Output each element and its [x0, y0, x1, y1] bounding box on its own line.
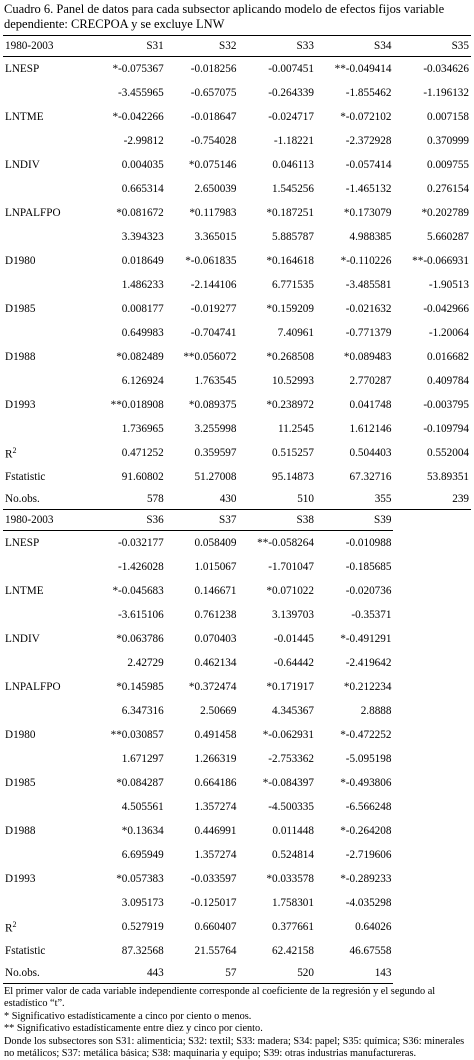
- tstat-cell: -0.754028: [190, 135, 237, 147]
- empty-label: [3, 843, 93, 867]
- tstat-cell: 1.545256: [272, 183, 314, 195]
- tstat-cell: 6.695949: [121, 849, 164, 861]
- note-line: El primer valor de cada variable independiente corresponde al coeficiente de la regresión y el segundo al estadístico “t”.: [4, 986, 436, 1010]
- r2-cell: 0.660407: [194, 921, 237, 933]
- r2-label: [3, 441, 93, 465]
- r2-label-base: R: [5, 922, 13, 935]
- tstat-cell: -2.719606: [345, 849, 392, 861]
- coef-row: [3, 57, 471, 82]
- tstat-row: [3, 177, 471, 201]
- tstat-cell: -1.18221: [273, 135, 314, 147]
- r2-row: [3, 441, 471, 465]
- empty-label: [3, 891, 93, 915]
- period-label: 1980-2003: [3, 36, 93, 57]
- coef-cell: *-0.264208: [340, 825, 392, 837]
- coef-cell: *0.057383: [116, 873, 164, 885]
- r2-cell: 0.359597: [194, 447, 237, 459]
- tstat-cell: -3.615106: [118, 609, 164, 621]
- tstat-cell: 3.255998: [194, 423, 237, 435]
- tstat-row: [3, 417, 471, 441]
- coef-cell: 0.146671: [194, 585, 237, 597]
- coef-cell: 0.446991: [194, 825, 237, 837]
- coef-cell: 0.008177: [121, 303, 164, 315]
- table-caption: Cuadro 6. Panel de datos para cada subsector aplicando modelo de efectos fijos variable dependiente: CRECPOA y se excluye LNW: [4, 2, 445, 31]
- empty-label: [3, 555, 93, 579]
- coef-row: [3, 297, 471, 321]
- fstat-label: Fstatistic: [5, 945, 46, 957]
- fstat-cell: 21.55764: [194, 945, 237, 957]
- empty-label: [3, 417, 93, 441]
- tstat-row: [3, 603, 471, 627]
- fstat-row: [3, 465, 471, 489]
- variable-label: LNPALFPO: [5, 681, 61, 693]
- variable-label: D1985: [5, 777, 36, 789]
- tstat-cell: -2.419642: [345, 657, 392, 669]
- coef-cell: 0.046113: [272, 159, 314, 171]
- coef-cell: 0.664186: [194, 777, 237, 789]
- coef-cell: 0.016682: [427, 351, 469, 363]
- coef-cell: *0.187251: [266, 207, 314, 219]
- coef-cell: *0.159209: [266, 303, 314, 315]
- column-header: S32: [166, 36, 239, 57]
- coef-cell: *0.084287: [116, 777, 164, 789]
- tstat-cell: 0.370999: [427, 135, 469, 147]
- coef-cell: *0.268508: [266, 351, 314, 363]
- note-line: Donde los subsectores son S31: alimenticia; S32: textil; S33: madera; S34: papel; S35: química; S36: minerales no metálicos; S37: metálica básica; S38: maquinaria y equipo; S39: otras industrias manufactureras.: [4, 1035, 465, 1060]
- fstat-label: Fstatistic: [5, 471, 46, 483]
- fstat-cell: 95.14873: [272, 471, 314, 483]
- tstat-row: [3, 129, 471, 153]
- coef-row: [3, 531, 471, 556]
- tstat-row: [3, 321, 471, 345]
- coef-cell: *-0.493806: [340, 777, 392, 789]
- coef-row: [3, 627, 471, 651]
- coef-cell: *-0.042266: [112, 111, 164, 123]
- coef-cell: 0.011448: [272, 825, 314, 837]
- tstat-cell: 1.671297: [121, 753, 164, 765]
- coef-cell: *-0.072102: [340, 111, 392, 123]
- coef-row: [3, 819, 471, 843]
- tstat-cell: 5.885787: [272, 231, 314, 243]
- empty-label: [3, 699, 93, 723]
- tstat-cell: -0.35371: [351, 609, 392, 621]
- coef-row: [3, 867, 471, 891]
- period-label: 1980-2003: [3, 510, 93, 531]
- fstat-cell: 46.67558: [349, 945, 392, 957]
- column-header: S35: [393, 36, 471, 57]
- variable-label: D1993: [5, 399, 36, 411]
- coef-cell: -0.007451: [268, 63, 314, 75]
- tstat-cell: 1.736965: [121, 423, 164, 435]
- r2-label-sup: 2: [12, 919, 17, 929]
- coef-cell: -0.024717: [268, 111, 314, 123]
- fstat-cell: 51.27008: [194, 471, 237, 483]
- coef-cell: 0.009755: [427, 159, 469, 171]
- tstat-cell: -4.035298: [345, 897, 392, 909]
- nobs-label: No.obs.: [3, 489, 93, 510]
- variable-label: D1980: [5, 729, 36, 741]
- tstat-cell: 3.095173: [121, 897, 164, 909]
- nobs-row: [3, 489, 471, 510]
- empty-label: [3, 225, 93, 249]
- empty-label: [3, 747, 93, 771]
- coef-cell: -0.019277: [190, 303, 237, 315]
- empty-label: [3, 273, 93, 297]
- coef-cell: *0.082489: [116, 351, 164, 363]
- tstat-cell: 1.357274: [194, 849, 237, 861]
- column-header: S36: [93, 510, 166, 531]
- coef-cell: *0.075146: [188, 159, 237, 171]
- tstat-cell: 2.8888: [360, 705, 392, 717]
- tstat-cell: 6.771535: [272, 279, 314, 291]
- column-header: S38: [238, 510, 316, 531]
- tstat-cell: 2.650039: [194, 183, 237, 195]
- coef-cell: *-0.289233: [340, 873, 392, 885]
- tstat-cell: -2.144106: [190, 279, 237, 291]
- coef-cell: *0.164618: [266, 255, 314, 267]
- coef-cell: 0.004035: [121, 159, 164, 171]
- column-header: S39: [316, 510, 394, 531]
- tstat-cell: 1.612146: [349, 423, 392, 435]
- note-line: * Significativo estadísticamente a cinco por ciento o menos.: [4, 1010, 252, 1022]
- coef-cell: **-0.058264: [257, 537, 314, 549]
- tstat-cell: -0.185685: [345, 561, 392, 573]
- coef-cell: -0.042966: [423, 303, 469, 315]
- variable-label: LNDIV: [5, 159, 40, 171]
- tstat-cell: -1.855462: [345, 87, 392, 99]
- tstat-cell: -6.566248: [345, 801, 392, 813]
- coef-row: [3, 393, 471, 417]
- empty-label: [3, 129, 93, 153]
- tstat-cell: -1.90513: [428, 279, 469, 291]
- r2-cell: 0.552004: [427, 447, 469, 459]
- nobs-cell: 520: [238, 963, 316, 984]
- tstat-row: [3, 273, 471, 297]
- coef-row: [3, 345, 471, 369]
- variable-label: LNESP: [5, 537, 40, 549]
- tstat-row: [3, 225, 471, 249]
- tstat-row: [3, 555, 471, 579]
- coef-cell: 0.007158: [427, 111, 469, 123]
- coef-cell: *-0.061835: [185, 255, 237, 267]
- coef-cell: **-0.066931: [412, 255, 469, 267]
- coef-row: [3, 771, 471, 795]
- coef-row: [3, 105, 471, 129]
- coef-row: [3, 249, 471, 273]
- tstat-cell: -0.657075: [190, 87, 237, 99]
- tstat-cell: 10.52993: [272, 375, 314, 387]
- empty-label: [3, 603, 93, 627]
- coef-cell: *-0.062931: [262, 729, 314, 741]
- coef-cell: 0.018649: [121, 255, 164, 267]
- coef-cell: -0.01445: [273, 633, 314, 645]
- tstat-cell: -0.771379: [345, 327, 392, 339]
- variable-label: D1980: [5, 255, 36, 267]
- tstat-cell: 5.660287: [427, 231, 469, 243]
- tstat-cell: 2.770287: [349, 375, 392, 387]
- coef-cell: -0.033597: [190, 873, 237, 885]
- column-header: S34: [316, 36, 394, 57]
- coef-row: [3, 153, 471, 177]
- fstat-row: [3, 939, 471, 963]
- coef-row: [3, 675, 471, 699]
- nobs-cell: 443: [93, 963, 166, 984]
- empty-label: [3, 177, 93, 201]
- variable-label: D1985: [5, 303, 36, 315]
- coef-cell: -0.032177: [118, 537, 164, 549]
- coef-cell: -0.021632: [345, 303, 392, 315]
- tstat-cell: -3.455965: [118, 87, 164, 99]
- tstat-cell: 4.505561: [121, 801, 164, 813]
- r2-cell: 0.504403: [349, 447, 392, 459]
- coef-cell: 0.041748: [349, 399, 392, 411]
- coef-cell: *-0.075367: [112, 63, 164, 75]
- variable-label: D1993: [5, 873, 36, 885]
- empty-label: [3, 795, 93, 819]
- variable-label: D1988: [5, 351, 36, 363]
- coef-row: [3, 201, 471, 225]
- r2-cell: 0.377661: [272, 921, 314, 933]
- tstat-cell: -1.426028: [118, 561, 164, 573]
- coef-cell: 0.491458: [194, 729, 237, 741]
- r2-label-base: R: [5, 448, 13, 461]
- tstat-cell: 0.524814: [272, 849, 314, 861]
- tstat-cell: -4.500335: [268, 801, 314, 813]
- r2-cell: 0.515257: [272, 447, 314, 459]
- tstat-cell: 4.345367: [272, 705, 314, 717]
- coef-cell: *0.238972: [266, 399, 314, 411]
- coef-row: [3, 579, 471, 603]
- table-notes: [4, 986, 471, 1060]
- coef-cell: -0.018647: [190, 111, 237, 123]
- tstat-cell: -0.109794: [423, 423, 469, 435]
- variable-label: LNESP: [5, 63, 40, 75]
- r2-row: [3, 915, 471, 939]
- variable-label: LNTME: [5, 111, 44, 123]
- tstat-cell: 1.486233: [121, 279, 164, 291]
- coef-cell: *0.13634: [121, 825, 164, 837]
- coef-row: [3, 723, 471, 747]
- coef-cell: **0.056072: [183, 351, 237, 363]
- tstat-cell: 7.40961: [277, 327, 314, 339]
- tstat-cell: -1.196132: [423, 87, 469, 99]
- tstat-cell: -2.372928: [345, 135, 392, 147]
- r2-cell: 0.64026: [355, 921, 392, 933]
- nobs-cell: 510: [238, 489, 316, 510]
- coef-cell: *-0.045683: [112, 585, 164, 597]
- nobs-cell: 143: [316, 963, 394, 984]
- coef-cell: *0.081672: [116, 207, 164, 219]
- coef-cell: **0.018908: [110, 399, 164, 411]
- tstat-row: [3, 795, 471, 819]
- header-row: [3, 510, 471, 531]
- coef-cell: *0.089375: [188, 399, 237, 411]
- tstat-cell: 0.409784: [427, 375, 469, 387]
- tstat-cell: -1.465132: [345, 183, 392, 195]
- empty-label: [3, 369, 93, 393]
- tstat-cell: -0.125017: [190, 897, 237, 909]
- tstat-cell: 3.394323: [121, 231, 164, 243]
- variable-label: LNPALFPO: [5, 207, 61, 219]
- coef-cell: 0.070403: [194, 633, 237, 645]
- variable-label: LNDIV: [5, 633, 40, 645]
- tstat-cell: -3.485581: [345, 279, 392, 291]
- fstat-cell: 67.32716: [349, 471, 392, 483]
- tstat-cell: 4.988385: [349, 231, 392, 243]
- results-table: [3, 35, 471, 984]
- coef-cell: *0.071022: [266, 585, 314, 597]
- variable-label: LNTME: [5, 585, 44, 597]
- coef-cell: -0.057414: [345, 159, 392, 171]
- coef-cell: *0.171917: [266, 681, 314, 693]
- results-table-body: [3, 36, 471, 984]
- coef-cell: *0.202789: [421, 207, 469, 219]
- tstat-row: [3, 699, 471, 723]
- coef-cell: *0.173079: [343, 207, 392, 219]
- tstat-cell: -2.753362: [268, 753, 314, 765]
- tstat-cell: 2.50669: [200, 705, 237, 717]
- r2-label: [3, 915, 93, 939]
- coef-cell: 0.058409: [194, 537, 237, 549]
- coef-cell: *0.063786: [116, 633, 164, 645]
- column-header: S31: [93, 36, 166, 57]
- header-row: [3, 36, 471, 57]
- tstat-cell: 1.758301: [272, 897, 314, 909]
- tstat-cell: 0.276154: [427, 183, 469, 195]
- tstat-cell: 11.2545: [278, 423, 314, 435]
- coef-cell: -0.010988: [345, 537, 392, 549]
- coef-cell: -0.018256: [190, 63, 237, 75]
- tstat-cell: 0.649983: [121, 327, 164, 339]
- tstat-cell: 2.42729: [127, 657, 164, 669]
- empty-label: [3, 651, 93, 675]
- tstat-row: [3, 369, 471, 393]
- fstat-cell: 91.60802: [121, 471, 164, 483]
- fstat-cell: 62.42158: [272, 945, 314, 957]
- coef-cell: *0.212234: [343, 681, 392, 693]
- tstat-cell: -5.095198: [345, 753, 392, 765]
- nobs-cell: 355: [316, 489, 394, 510]
- coef-cell: *-0.110226: [340, 255, 392, 267]
- note-line: ** Significativo estadísticamente entre diez y cinco por ciento.: [4, 1023, 263, 1035]
- coef-cell: -0.020736: [345, 585, 392, 597]
- empty-label: [3, 321, 93, 345]
- tstat-cell: -0.264339: [268, 87, 314, 99]
- tstat-cell: -1.20064: [428, 327, 469, 339]
- r2-label-sup: 2: [12, 445, 17, 455]
- coef-cell: -0.003795: [423, 399, 469, 411]
- fstat-cell: 53.89351: [427, 471, 469, 483]
- tstat-cell: 1.357274: [194, 801, 237, 813]
- variable-label: D1988: [5, 825, 36, 837]
- nobs-cell: 57: [166, 963, 239, 984]
- tstat-cell: 6.347316: [121, 705, 164, 717]
- nobs-cell: 239: [393, 489, 471, 510]
- nobs-cell: 578: [93, 489, 166, 510]
- coef-cell: -0.034626: [423, 63, 469, 75]
- empty-label: [3, 81, 93, 105]
- tstat-cell: -1.701047: [268, 561, 314, 573]
- tstat-cell: 0.761238: [194, 609, 237, 621]
- nobs-cell: 430: [166, 489, 239, 510]
- tstat-cell: 0.665314: [121, 183, 164, 195]
- coef-cell: **-0.049414: [334, 63, 392, 75]
- coef-cell: *-0.472252: [340, 729, 392, 741]
- tstat-row: [3, 81, 471, 105]
- coef-cell: *0.372474: [188, 681, 237, 693]
- tstat-cell: -0.704741: [190, 327, 237, 339]
- tstat-cell: -0.64442: [273, 657, 314, 669]
- tstat-row: [3, 651, 471, 675]
- r2-cell: 0.471252: [121, 447, 164, 459]
- nobs-label: No.obs.: [3, 963, 93, 984]
- nobs-row: [3, 963, 471, 984]
- coef-cell: *0.033578: [266, 873, 314, 885]
- coef-cell: **0.030857: [110, 729, 164, 741]
- tstat-cell: 0.462134: [194, 657, 237, 669]
- column-header: S33: [238, 36, 316, 57]
- coef-cell: *-0.084397: [262, 777, 314, 789]
- tstat-cell: 6.126924: [121, 375, 164, 387]
- coef-cell: *-0.491291: [340, 633, 392, 645]
- tstat-cell: -2.99812: [123, 135, 164, 147]
- tstat-cell: 1.763545: [194, 375, 237, 387]
- tstat-cell: 1.266319: [194, 753, 237, 765]
- r2-cell: 0.527919: [121, 921, 164, 933]
- tstat-cell: 3.365015: [194, 231, 237, 243]
- tstat-row: [3, 843, 471, 867]
- tstat-cell: 1.015067: [194, 561, 237, 573]
- column-header: S37: [166, 510, 239, 531]
- tstat-row: [3, 891, 471, 915]
- tstat-row: [3, 747, 471, 771]
- fstat-cell: 87.32568: [121, 945, 164, 957]
- coef-cell: *0.117983: [189, 207, 237, 219]
- coef-cell: *0.089483: [343, 351, 392, 363]
- tstat-cell: 3.139703: [272, 609, 314, 621]
- coef-cell: *0.145985: [116, 681, 164, 693]
